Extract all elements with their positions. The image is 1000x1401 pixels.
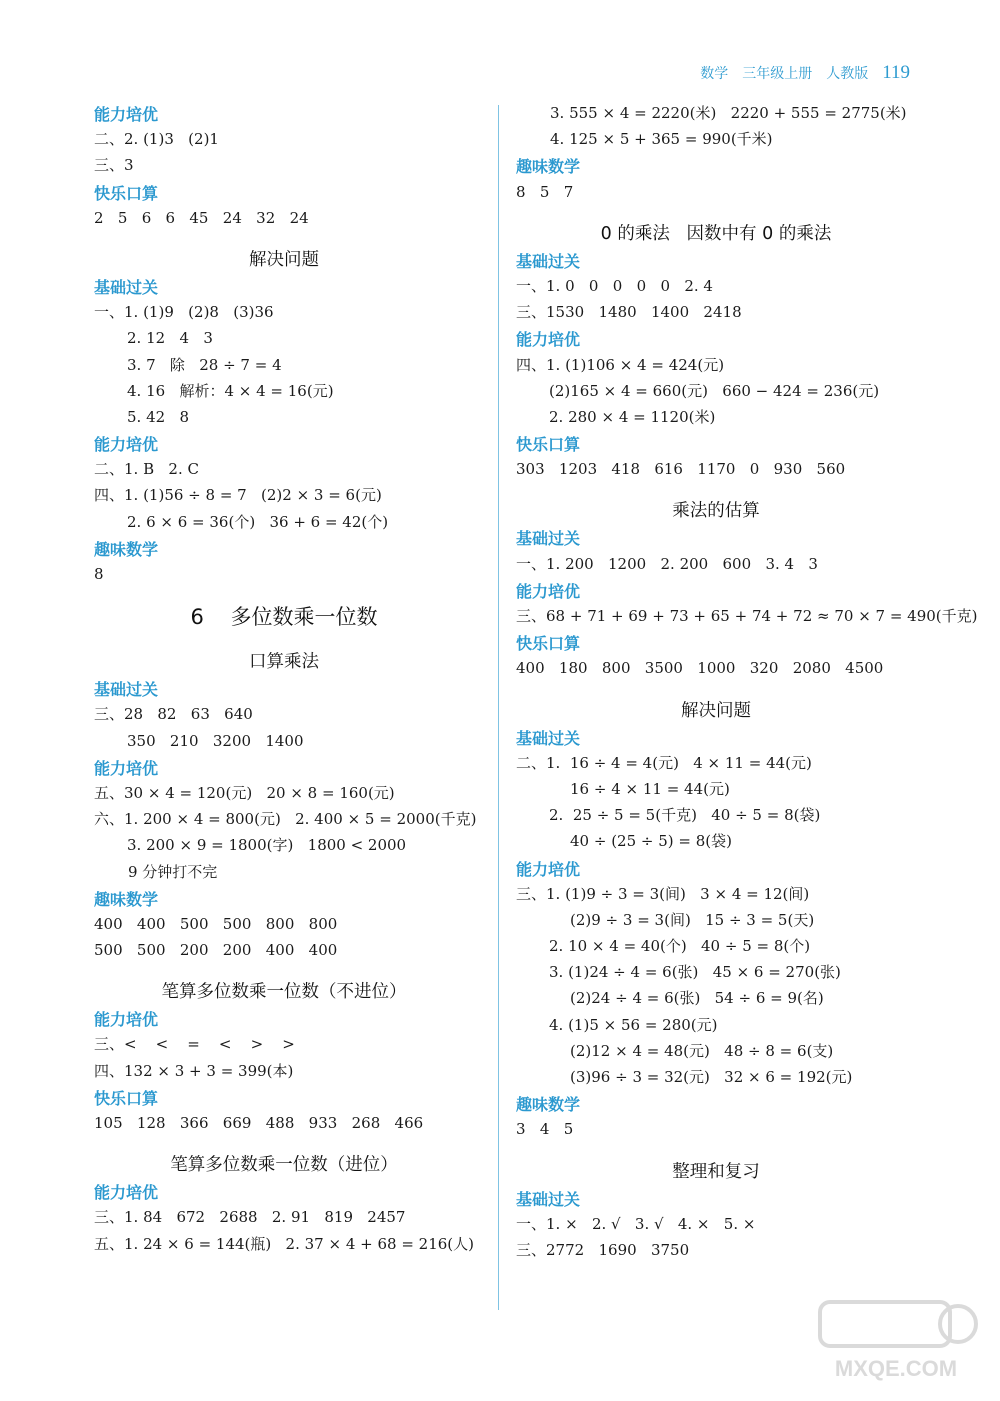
answer-line: 40 ÷ (25 ÷ 5) = 8(袋) (570, 832, 732, 851)
section-label: 趣味数学 (516, 157, 581, 177)
header-grade: 三年级上册 (742, 66, 813, 82)
section-title: 0 的乘法 因数中有 0 的乘法 (600, 223, 832, 244)
answer-line: 400 400 500 500 800 800 (94, 914, 338, 933)
column-divider (498, 105, 499, 1310)
section-title: 笔算多位数乘一位数（不进位） (161, 982, 407, 1003)
header-subject: 数学 (700, 66, 729, 82)
section-label: 能力培优 (94, 105, 159, 124)
section-title: 解决问题 (681, 700, 751, 721)
answer-line: 2. 6 × 6 = 36(个) 36 + 6 = 42(个) (127, 512, 389, 531)
section-label: 快乐口算 (516, 634, 581, 654)
answer-line: 一、1. × 2. √ 3. √ 4. × 5. × (516, 1214, 756, 1233)
answer-line: 三、2772 1690 3750 (516, 1240, 690, 1259)
answer-line: 一、1. 0 0 0 0 0 2. 4 (516, 276, 713, 295)
answer-line: 303 1203 418 616 1170 0 930 560 (516, 460, 846, 479)
answer-line: 350 210 3200 1400 (127, 731, 304, 750)
section-label: 趣味数学 (516, 1095, 581, 1115)
left-column (94, 100, 477, 1257)
answer-line: 5. 42 8 (127, 407, 190, 426)
answer-line: 一、1. 200 1200 2. 200 600 3. 4 3 (516, 554, 818, 573)
answer-line: 8 (94, 565, 104, 583)
answer-line: 二、1. B 2. C (94, 460, 199, 479)
section-label: 能力培优 (94, 758, 159, 778)
answer-line: (2)12 × 4 = 48(元) 48 ÷ 8 = 6(支) (570, 1041, 834, 1060)
answer-line: 3 4 5 (516, 1120, 574, 1139)
section-label: 能力培优 (516, 859, 581, 879)
section-label: 基础过关 (516, 529, 581, 549)
answer-line: 3. 555 × 4 = 2220(米) 2220 + 555 = 2775(米) (550, 104, 907, 122)
section-title: 乘法的估算 (672, 501, 760, 522)
section-label: 基础过关 (516, 728, 581, 748)
header-edition: 人教版 (826, 66, 869, 82)
answer-line: 400 180 800 3500 1000 320 2080 4500 (516, 659, 884, 678)
section-title: 整理和复习 (672, 1161, 760, 1182)
answer-line: 三、1530 1480 1400 2418 (516, 303, 742, 322)
section-label: 趣味数学 (94, 889, 159, 909)
answer-line: 9 分钟打不完 (128, 862, 218, 881)
section-label: 快乐口算 (94, 1088, 159, 1108)
page-header (686, 62, 910, 84)
section-title: 解决问题 (249, 249, 319, 270)
answer-line: 2 5 6 6 45 24 32 24 (94, 208, 309, 227)
section-label: 快乐口算 (516, 435, 581, 455)
section-label: 基础过关 (94, 680, 159, 700)
answer-line: 3. 200 × 9 = 1800(字) 1800 < 2000 (127, 836, 407, 855)
answer-line: 500 500 200 200 400 400 (94, 941, 338, 960)
answer-line: 三、1. (1)9 ÷ 3 = 3(间) 3 × 4 = 12(间) (516, 884, 810, 903)
answer-line: 16 ÷ 4 × 11 = 44(元) (570, 779, 730, 798)
answer-line: 三、< < = < > > (94, 1035, 295, 1054)
answer-line: 三、3 (94, 156, 134, 175)
answer-line: 一、1. (1)9 (2)8 (3)36 (94, 303, 274, 322)
answer-line: 四、1. (1)56 ÷ 8 = 7 (2)2 × 3 = 6(元) (94, 486, 382, 505)
answer-line: 四、1. (1)106 × 4 = 424(元) (516, 355, 725, 374)
watermark-text: MXQE.COM (834, 1356, 958, 1381)
answer-line: (2)165 × 4 = 660(元) 660 − 424 = 236(元) (549, 381, 880, 400)
answer-line: (2)24 ÷ 4 = 6(张) 54 ÷ 6 = 9(名) (570, 989, 824, 1008)
section-label: 趣味数学 (94, 539, 159, 559)
answer-line: 五、30 × 4 = 120(元) 20 × 8 = 160(元) (94, 783, 395, 802)
section-label: 能力培优 (516, 581, 581, 601)
answer-line: 2. 25 ÷ 5 = 5(千克) 40 ÷ 5 = 8(袋) (549, 806, 821, 825)
section-label: 能力培优 (94, 1183, 159, 1203)
answer-line: 2. 12 4 3 (127, 329, 213, 348)
answer-line: 8 5 7 (516, 182, 574, 201)
answer-line: 2. 10 × 4 = 40(个) 40 ÷ 5 = 8(个) (549, 937, 811, 956)
section-label: 基础过关 (94, 277, 159, 297)
watermark-logo (812, 1298, 982, 1383)
answer-line: 3. (1)24 ÷ 4 = 6(张) 45 × 6 = 270(张) (549, 963, 841, 982)
answer-line: 4. 16 解析：4 × 4 = 16(元) (127, 381, 334, 400)
answer-line: 三、1. 84 672 2688 2. 91 819 2457 (94, 1208, 406, 1227)
section-title: 笔算多位数乘一位数（进位） (170, 1155, 398, 1176)
section-title: 口算乘法 (249, 652, 319, 673)
section-label: 基础过关 (516, 1189, 581, 1209)
answer-line: 六、1. 200 × 4 = 800(元) 2. 400 × 5 = 2000(千克) (94, 810, 477, 829)
answer-line: 四、132 × 3 + 3 = 399(本) (94, 1061, 294, 1080)
answer-line: 二、1. 16 ÷ 4 = 4(元) 4 × 11 = 44(元) (516, 753, 812, 772)
chapter-title: 6 多位数乘一位数 (190, 605, 378, 630)
answer-line: 二、2. (1)3 (2)1 (94, 130, 219, 149)
answer-line: 2. 280 × 4 = 1120(米) (549, 407, 716, 426)
answer-line: 五、1. 24 × 6 = 144(瓶) 2. 37 × 4 + 68 = 216(人) (94, 1234, 475, 1253)
answer-line: 三、28 82 63 640 (94, 705, 253, 724)
section-label: 快乐口算 (94, 183, 159, 203)
watermark-logo-icon (812, 1298, 982, 1383)
answer-line: 4. (1)5 × 56 = 280(元) (549, 1015, 718, 1034)
section-label: 能力培优 (94, 1010, 159, 1030)
answer-line: (3)96 ÷ 3 = 32(元) 32 × 6 = 192(元) (570, 1068, 853, 1086)
section-label: 能力培优 (94, 435, 159, 455)
answer-line: 三、68 + 71 + 69 + 73 + 65 + 74 + 72 ≈ 70 × 7 = 490(千克) (516, 607, 978, 625)
answer-line: (2)9 ÷ 3 = 3(间) 15 ÷ 3 = 5(天) (570, 910, 815, 929)
section-label: 基础过关 (516, 251, 581, 271)
page-number: 119 (882, 62, 910, 83)
answer-line: 105 128 366 669 488 933 268 466 (94, 1114, 424, 1132)
answer-line: 3. 7 除 28 ÷ 7 = 4 (127, 355, 282, 374)
answer-line: 4. 125 × 5 + 365 = 990(千米) (550, 130, 773, 149)
right-column (516, 100, 978, 1263)
section-label: 能力培优 (516, 330, 581, 350)
